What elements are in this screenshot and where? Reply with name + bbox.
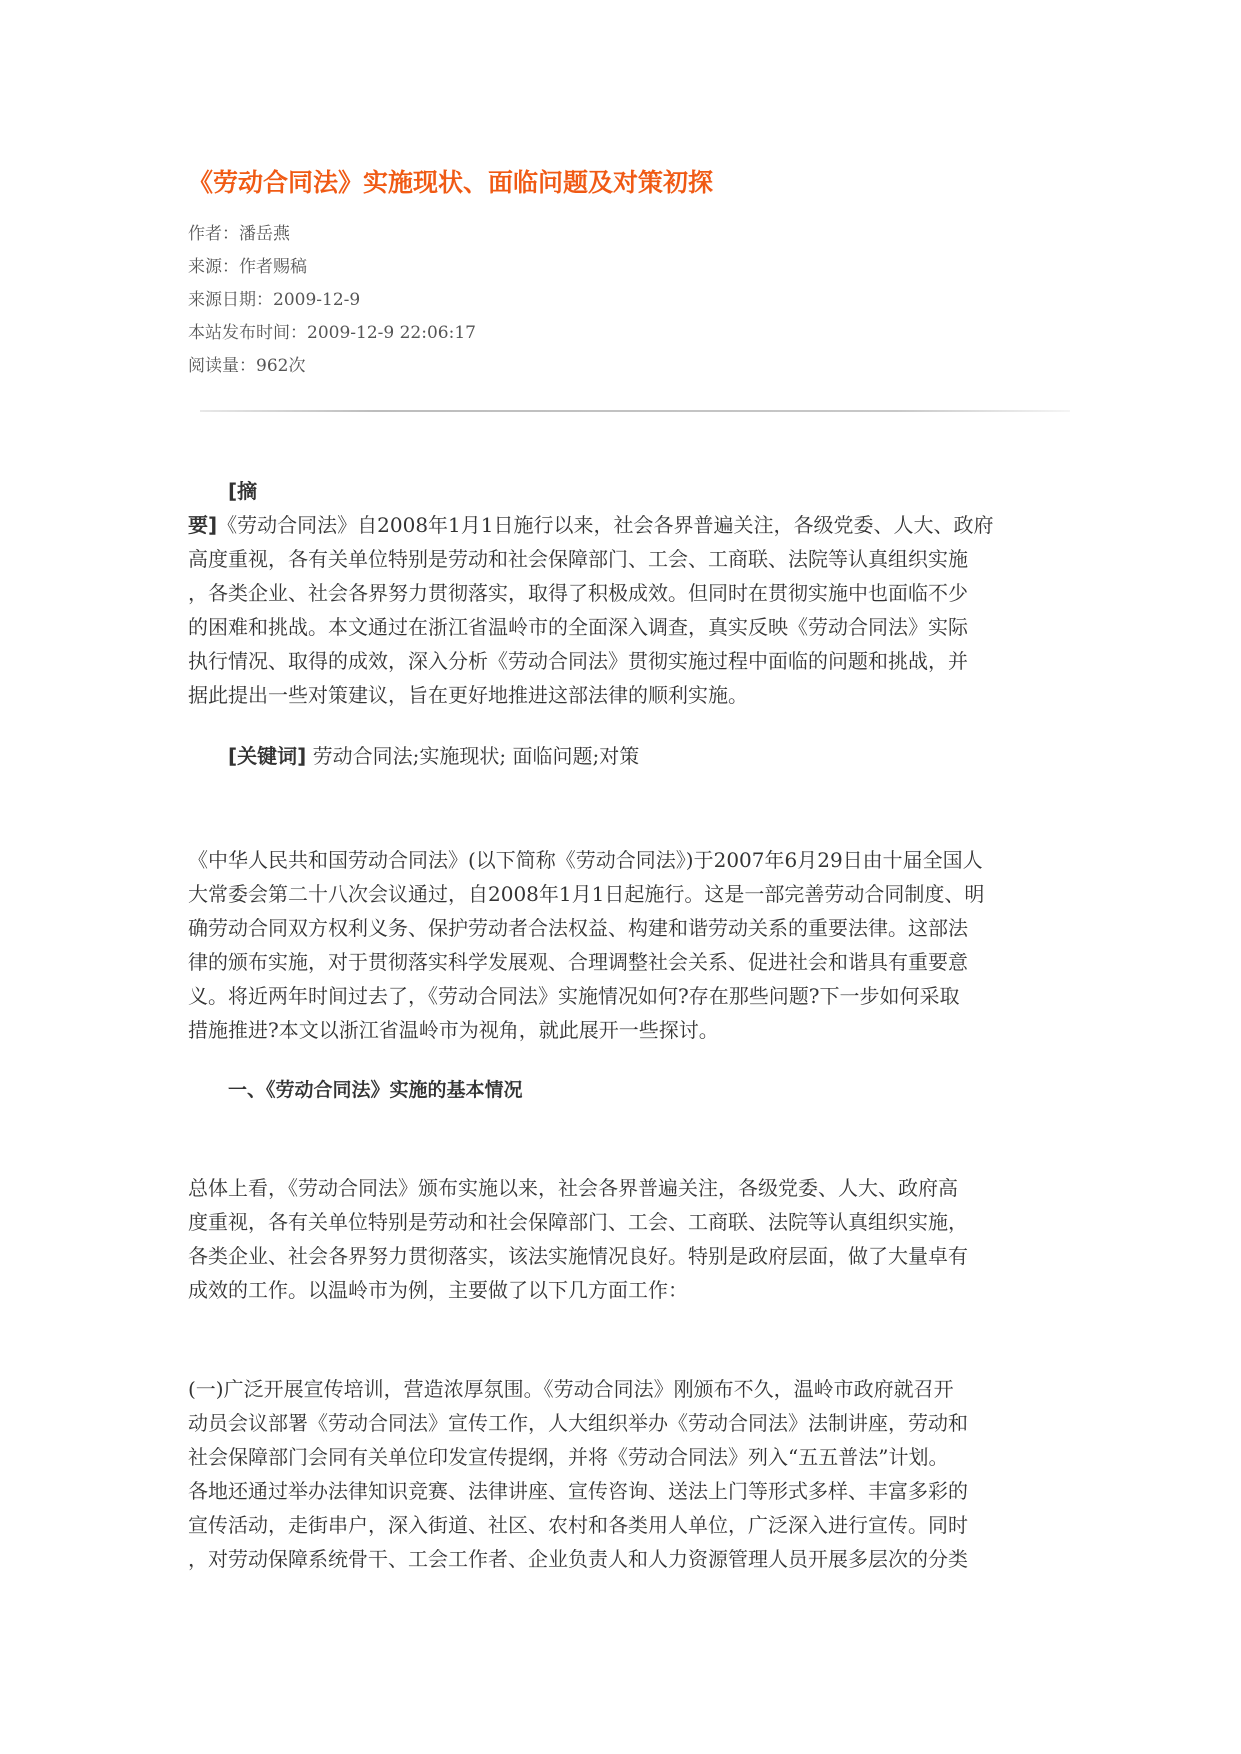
- keywords: [188, 739, 1048, 773]
- abstract-line: 执行情况、取得的成效，深入分析《劳动合同法》贯彻实施过程中面临的问题和挑战，并: [188, 649, 968, 673]
- paragraph-line: 总体上看，《劳动合同法》颁布实施以来，社会各界普遍关注，各级党委、人大、政府高: [188, 1176, 958, 1200]
- paragraph-line: 各地还通过举办法律知识竞赛、法律讲座、宣传咨询、送法上门等形式多样、丰富多彩的: [188, 1479, 968, 1503]
- keywords-line: [188, 739, 1048, 773]
- paragraph-line: 《中华人民共和国劳动合同法》(以下简称《劳动合同法》)于2007年6月29日由十届全国人: [188, 848, 983, 872]
- paragraph-line: (一)广泛开展宣传培训，营造浓厚氛围。《劳动合同法》刚颁布不久，温岭市政府就召开: [188, 1377, 954, 1401]
- paragraph-line: 度重视，各有关单位特别是劳动和社会保障部门、工会、工商联、法院等认真组织实施，: [188, 1210, 968, 1234]
- section1-paragraph: [188, 1171, 1048, 1307]
- subsection1-paragraph: [188, 1372, 1048, 1576]
- meta-publish-time: 本站发布时间：2009-12-9 22:06:17: [188, 323, 476, 343]
- header-divider: [200, 410, 1070, 412]
- keywords-label: [关键词]: [228, 744, 307, 768]
- section-heading: 一、《劳动合同法》实施的基本情况: [228, 1079, 523, 1101]
- abstract-line: 的困难和挑战。本文通过在浙江省温岭市的全面深入调查，真实反映《劳动合同法》实际: [188, 615, 968, 639]
- paragraph-line: 律的颁布实施，对于贯彻落实科学发展观、合理调整社会关系、促进社会和谐具有重要意: [188, 950, 968, 974]
- abstract-line: 高度重视，各有关单位特别是劳动和社会保障部门、工会、工商联、法院等认真组织实施: [188, 547, 968, 571]
- abstract-line: ，各类企业、社会各界努力贯彻落实，取得了积极成效。但同时在贯彻实施中也面临不少: [188, 581, 968, 605]
- article-meta: [188, 218, 476, 383]
- meta-author: 作者：潘岳燕: [188, 224, 290, 244]
- intro-paragraph: [188, 843, 1048, 1047]
- keywords-text: 劳动合同法;实施现状; 面临问题;对策: [306, 744, 640, 768]
- paragraph-line: 动员会议部署《劳动合同法》宣传工作，人大组织举办《劳动合同法》法制讲座，劳动和: [188, 1411, 968, 1435]
- abstract-line: 据此提出一些对策建议，旨在更好地推进这部法律的顺利实施。: [188, 683, 748, 707]
- paragraph-line: 确劳动合同双方权利义务、保护劳动者合法权益、构建和谐劳动关系的重要法律。这部法: [188, 916, 968, 940]
- abstract: [188, 474, 1048, 712]
- paragraph-line: 各类企业、社会各界努力贯彻落实，该法实施情况良好。特别是政府层面，做了大量卓有: [188, 1244, 968, 1268]
- abstract-label-end: 要]: [188, 513, 218, 537]
- paragraph-line: 义。将近两年时间过去了，《劳动合同法》实施情况如何?存在那些问题?下一步如何采取: [188, 984, 960, 1008]
- meta-views: 阅读量：962次: [188, 356, 306, 376]
- abstract-label-start: [摘: [228, 479, 258, 503]
- abstract-text: 《劳动合同法》自2008年1月1日施行以来，社会各界普遍关注，各级党委、人大、政府: [217, 513, 994, 537]
- meta-source: 来源：作者赐稿: [188, 257, 307, 277]
- paragraph-line: 大常委会第二十八次会议通过，自2008年1月1日起施行。这是一部完善劳动合同制度、明: [188, 882, 985, 906]
- meta-source-date: 来源日期：2009-12-9: [188, 290, 361, 310]
- paragraph-line: 成效的工作。以温岭市为例，主要做了以下几方面工作：: [188, 1278, 688, 1302]
- paragraph-line: 社会保障部门会同有关单位印发宣传提纲，并将《劳动合同法》列入“五五普法”计划。: [188, 1445, 949, 1469]
- paragraph-line: ，对劳动保障系统骨干、工会工作者、企业负责人和人力资源管理人员开展多层次的分类: [188, 1547, 968, 1571]
- abstract-line: [188, 508, 1048, 542]
- paragraph-line: 措施推进?本文以浙江省温岭市为视角，就此展开一些探讨。: [188, 1018, 719, 1042]
- article-title: 《劳动合同法》实施现状、面临问题及对策初探: [188, 168, 714, 197]
- paragraph-line: 宣传活动，走街串户，深入街道、社区、农村和各类用人单位，广泛深入进行宣传。同时: [188, 1513, 968, 1537]
